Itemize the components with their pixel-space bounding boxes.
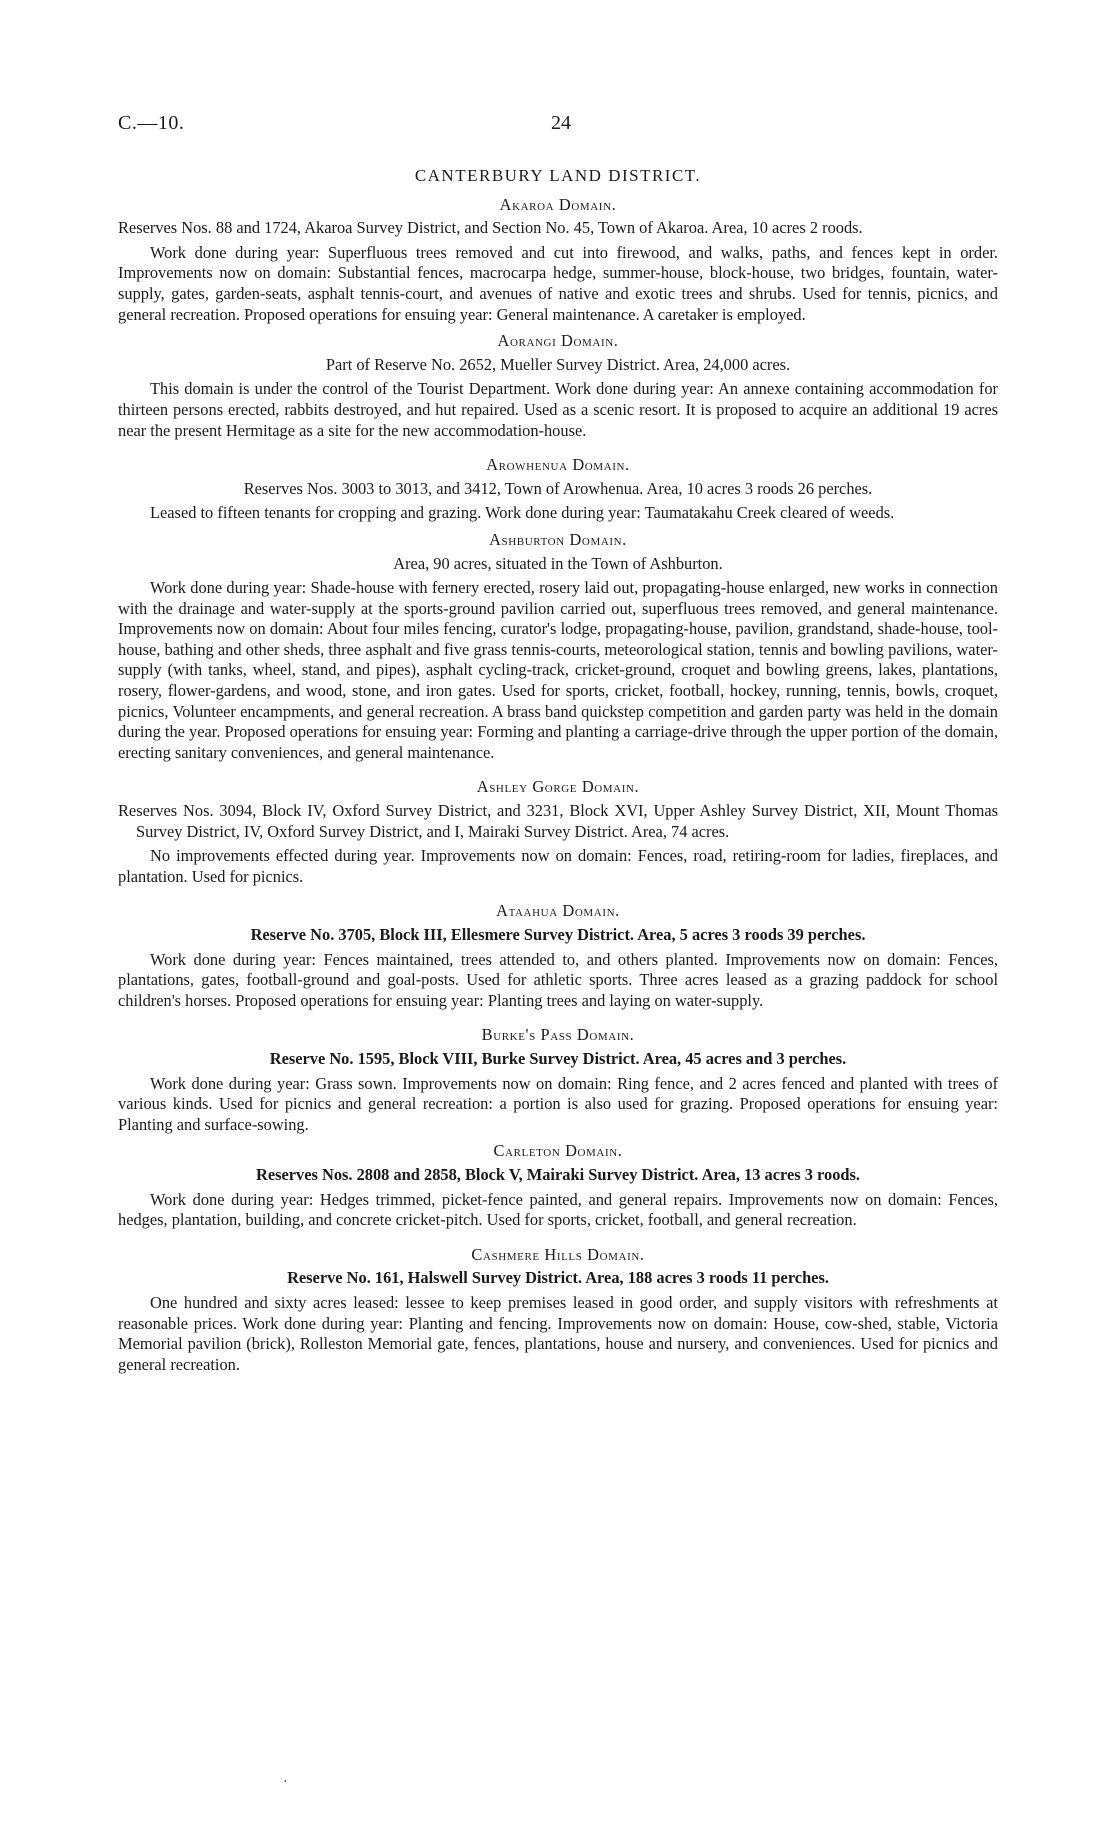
domain-heading: Burke's Pass Domain. [481,1025,635,1045]
domain-heading: Arowhenua Domain. [486,455,630,475]
domain-paragraph: This domain is under the control of the Tourist Department. Work done during year: An annexe containing accommodation for thirteen persons erected, rabbits destroyed, and hut repaired. Used as a scenic resort. It is proposed to acquire an additional 19 acres near the present Hermitage as a site for the new accommodation-house. [118,379,998,440]
domain-paragraph: Work done during year: Shade-house with fernery erected, rosery laid out, propagating-house enlarged, new works in connection with the drainage and water-supply at the sports-ground pavilion carried out, superfluous trees removed, and general maintenance. Improvements now on domain: About four miles fencing, curator's lodge, propagating-house, pavilion, grandstand, shade-house, tool-house, bathing and other sheds, three asphalt and five grass tennis-courts, meteorological station, tennis and bowling pavilions, water-supply (with tanks, wheel, stand, and pipes), asphalt cycling-track, cricket-ground, croquet and bowling greens, lakes, plantations, rosery, flower-gardens, and wood, stone, and iron gates. Used for sports, cricket, football, hockey, running, tennis, bowls, croquet, picnics, Volunteer encampments, and general recreation. A brass band quickstep competition and garden party was held in the domain during the year. Proposed operations for ensuing year: Forming and planting a carriage-drive through the upper portion of the domain, erecting sanitary conveniences, and general maintenance. [118,578,998,762]
reserve-line: Reserve No. 161, Halswell Survey District. Area, 188 acres 3 roods 11 perches. [287,1268,829,1288]
domain-paragraph: One hundred and sixty acres leased: lessee to keep premises leased in good order, and supply visitors with refreshments at reasonable prices. Work done during year: Planting and fencing. Improvements now on domain: House, cow-shed, stable, Victoria Memorial pavilion (brick), Rolleston Memorial gate, fences, plantations, house and nursery, and conveniences. Used for picnics and general recreation. [118,1292,998,1374]
domain-section-ashburton [118,530,998,764]
reserve-line: Reserve No. 1595, Block VIII, Burke Survey District. Area, 45 acres and 3 perches. [269,1048,847,1068]
domain-section-cashmere-hills [118,1245,998,1376]
reserve-line: Area, 90 acres, situated in the Town of Ashburton. [393,553,723,573]
page-number: 24 [551,112,571,134]
domain-paragraph: Work done during year: Superfluous trees removed and cut into firewood, and walks, paths, and fences kept in order. Improvements now on domain: Substantial fences, macrocarpa hedge, summer-house, block-house, two bridges, fountain, water-supply, gates, garden-seats, asphalt tennis-court, and avenues of native and exotic trees and shrubs. Used for tennis, picnics, and general recreation. Proposed operations for ensuing year: General maintenance. A caretaker is employed. [118,242,998,324]
domain-heading: Ashburton Domain. [489,529,627,549]
domain-section-aorangi [118,331,998,441]
domain-paragraph: Work done during year: Hedges trimmed, picket-fence painted, and general repairs. Improvements now on domain: Fences, hedges, plantation, building, and concrete cricket-pitch. Used for sports, cricket, football, and general recreation. [118,1189,998,1230]
footer-mark: · [283,1775,288,1790]
reserve-line: Reserve No. 3705, Block III, Ellesmere Survey District. Area, 5 acres 3 roods 39 perches. [250,925,866,944]
reserve-line: Reserves Nos. 3003 to 3013, and 3412, Town of Arowhenua. Area, 10 acres 3 roods 26 perches. [243,478,873,498]
domain-heading: Aorangi Domain. [497,331,619,351]
page-content [118,166,998,1375]
domain-heading: Ashley Gorge Domain. [476,777,640,797]
reserve-line: Part of Reserve No. 2652, Mueller Survey District. Area, 24,000 acres. [325,354,791,374]
district-title: CANTERBURY LAND DISTRICT. [414,166,702,185]
reserve-line: Reserves Nos. 2808 and 2858, Block V, Mairaki Survey District. Area, 13 acres 3 roods. [256,1164,860,1184]
domain-heading: Carleton Domain. [493,1141,623,1161]
domain-paragraph: Leased to fifteen tenants for cropping and grazing. Work done during year: Taumatakahu Creek cleared of weeds. [150,503,895,523]
reserve-line: Reserves Nos. 3094, Block IV, Oxford Survey District, and 3231, Block XVI, Upper Ashley Survey District, XII, Mount Thomas Survey District, IV, Oxford Survey District, and I, Mairaki Survey District. Area, 74 acres. [118,801,998,841]
domain-heading: Akaroa Domain. [499,194,617,214]
domain-section-arowhenua [118,455,998,524]
domain-section-akaroa [118,195,998,326]
domain-paragraph: Work done during year: Grass sown. Improvements now on domain: Ring fence, and 2 acres fenced and planted with trees of various kinds. Used for picnics and general recreation: a portion is also used for grazing. Proposed operations for ensuing year: Planting and surface-sowing. [118,1073,998,1134]
domain-section-ashley-gorge [118,777,998,887]
domain-section-ataahua [118,901,998,1011]
reserve-line: Reserves Nos. 88 and 1724, Akaroa Survey District, and Section No. 45, Town of Akaroa. Area, 10 acres 2 roods. [118,218,863,238]
domain-heading: Ataahua Domain. [496,901,620,921]
domain-paragraph: No improvements effected during year. Improvements now on domain: Fences, road, retiring-room for ladies, fireplaces, and plantation. Used for picnics. [118,846,998,886]
domain-heading: Cashmere Hills Domain. [471,1244,645,1264]
domain-section-carleton [118,1141,998,1230]
document-reference: C.—10. [118,112,185,134]
domain-section-burkes-pass [118,1025,998,1135]
domain-paragraph: Work done during year: Fences maintained, trees attended to, and others planted. Improvements now on domain: Fences, plantations, gates, football-ground and goal-posts. Used for athletic sports. Three acres leased as a grazing paddock for school children's horses. Proposed operations for ensuing year: Planting trees and laying on water-supply. [118,949,998,1010]
